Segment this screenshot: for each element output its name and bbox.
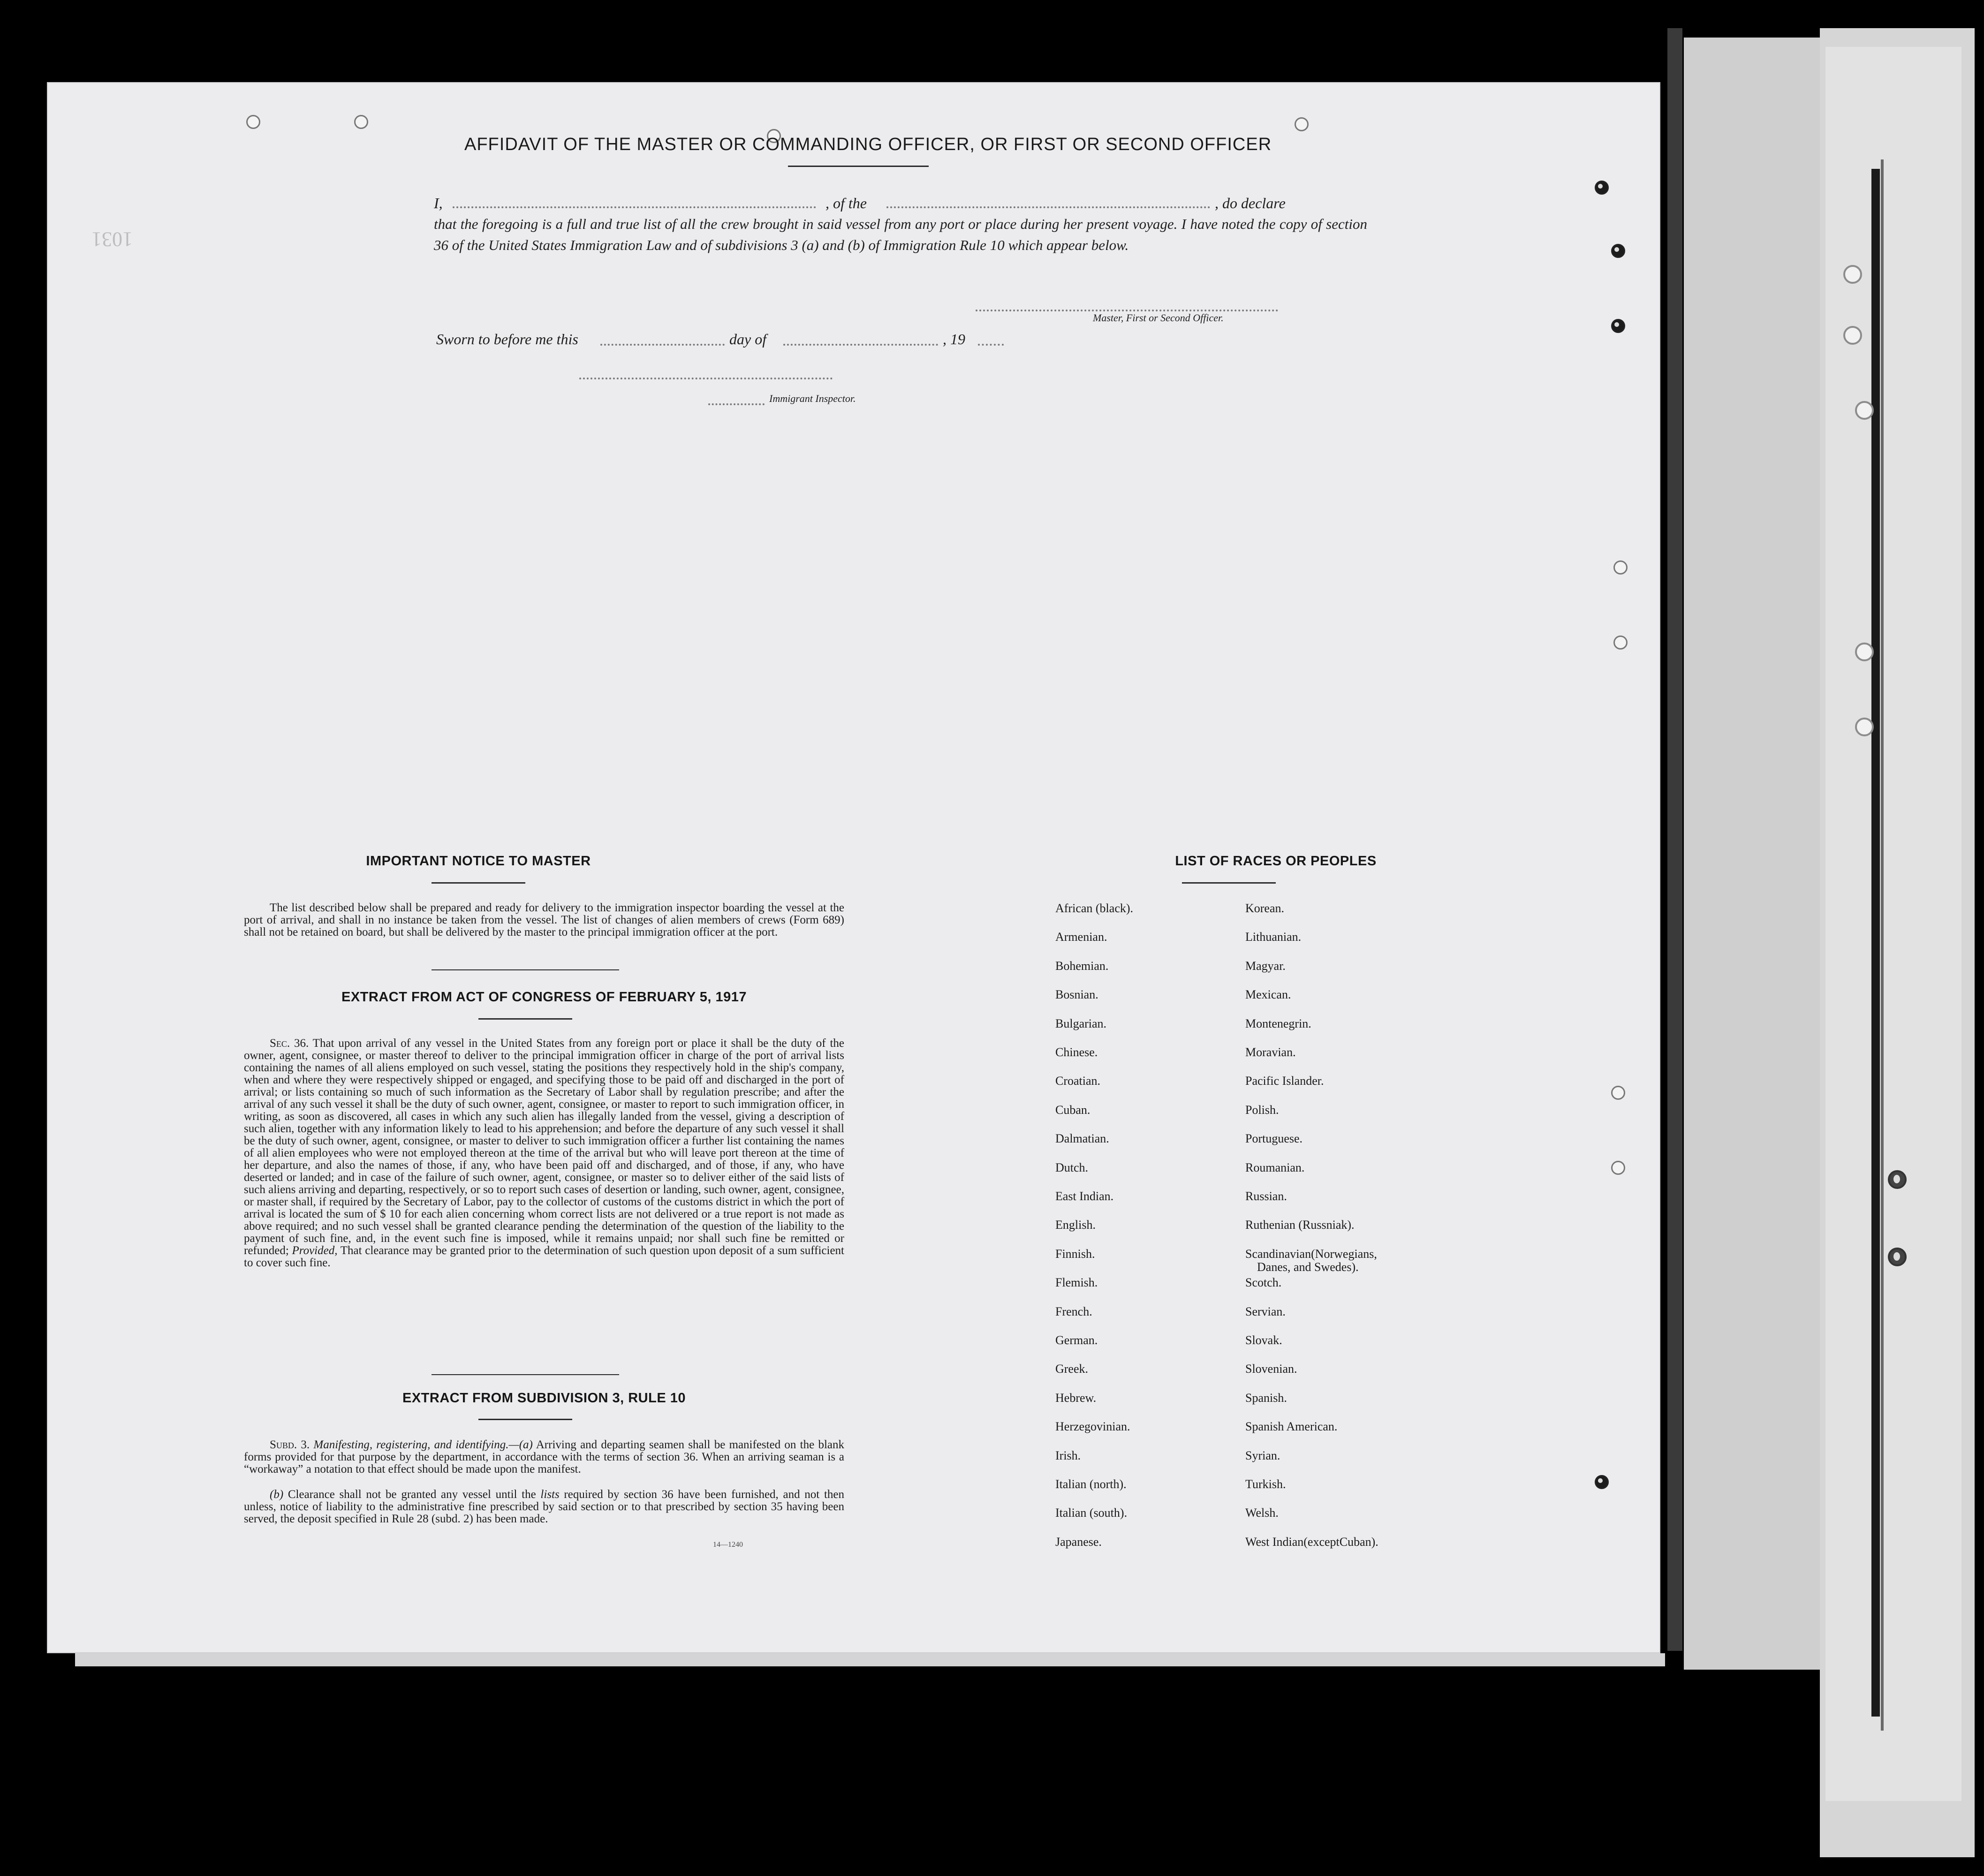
page-edge-binding-highlight [1881, 159, 1884, 1731]
race-item: Hebrew. [1055, 1391, 1097, 1405]
subd-a-text [244, 1439, 844, 1475]
punch-hole-icon [1595, 1475, 1609, 1489]
affidavit-i-label: I, [434, 195, 443, 212]
inspector-label: Immigrant Inspector. [769, 393, 856, 404]
sworn-year-blank [978, 344, 1004, 346]
race-item: Irish. [1055, 1448, 1081, 1462]
subd-b-text [244, 1489, 844, 1525]
race-item: Pacific Islander. [1245, 1074, 1324, 1088]
race-item: Bulgarian. [1055, 1016, 1107, 1030]
race-item: Ruthenian (Russniak). [1245, 1218, 1355, 1232]
year-label: , 19 [943, 331, 965, 348]
race-item: Welsh. [1245, 1506, 1279, 1520]
act-extract-heading: EXTRACT FROM ACT OF CONGRESS OF FEBRUARY 5, 1917 [341, 990, 747, 1005]
act-extract-underline [478, 1018, 572, 1020]
punch-hole-icon [1595, 181, 1609, 195]
officer-signature-label: Master, First or Second Officer. [1093, 312, 1224, 324]
notice-text: The list described below shall be prepared and ready for delivery to the immigration inspector boarding the vessel at the port of arrival, and shall in no instance be taken from the vessel. The list of changes of alien members of crews (Form 689) shall not be retained on board, but shall be delivered by the master to the principal immigration officer at the port. [244, 901, 844, 938]
race-item: Greek. [1055, 1362, 1089, 1376]
race-item: Cuban. [1055, 1103, 1090, 1117]
provided-text: That clearance may be granted prior to the determination of such question upon deposit of a sum sufficient to cover such fine. [244, 1244, 845, 1269]
vessel-name-blank [886, 206, 1210, 208]
race-item: East Indian. [1055, 1189, 1114, 1203]
binder-hole-icon [1888, 1248, 1907, 1266]
sec-36-text: That upon arrival of any vessel in the United States from any foreign port or place it shall be the duty of the owner, agent, consignee, or master thereof to deliver to the principal immigration officer in charge of the port of arrival lists containing the names of all aliens employed on such vessel, stating the positions they respectively hold in the ship's company, when and where they were respectively shipped or engaged, and specifying those to be paid off and discharged in the port of arrival; or lists containing so much of such information as the Secretary of Labor shall by regulation prescribe; and after the arrival of any such vessel it shall be the duty of such owner, agent, consignee, or master to report to such immigration officer, in writing, as soon as discovered, all cases in which any such alien has illegally landed from the vessel, giving a description of such alien, together with any information likely to lead to his apprehension; and before the departure of any such vessel it shall be the duty of such owner, agent, consignee, or master to deliver to such immigration officer a further list containing the names of all alien employees who were not employed thereon at the time of the arrival but who will leave port thereon at the time of her departure, and also the names of those, if any, who have been paid off and discharged, and of those, if any, who have deserted or landed; and in case of the failure of such owner, agent, consignee, or master so to deliver either of the said lists of such aliens arriving and departing, respectively, or so to report such cases of desertion or landing, such owner, agent, consignee, or master shall, if required by the Secretary of Labor, pay to the collector of customs of the customs district in which the port of arrival is located the sum of $ 10 for each alien concerning whom correct lists are not delivered or a true report is not made as above required; and no such vessel shall be granted clearance pending the determination of the question of the liability to the payment of such fine, and, in the event such fine is imposed, while it remains unpaid; nor shall such fine be remitted or refunded; [244, 1037, 844, 1257]
race-item: Croatian. [1055, 1074, 1101, 1088]
race-item: Servian. [1245, 1304, 1286, 1318]
race-item: West Indian(exceptCuban). [1245, 1535, 1378, 1549]
race-item: French. [1055, 1304, 1092, 1318]
page-edge-back [1820, 28, 1975, 1857]
race-item: Dalmatian. [1055, 1132, 1109, 1146]
race-item: German. [1055, 1333, 1098, 1347]
race-item: Korean. [1245, 901, 1285, 915]
race-item: Scandinavian(Norwegians, [1245, 1247, 1377, 1261]
race-item: Montenegrin. [1245, 1016, 1311, 1030]
notice-underline [432, 882, 525, 884]
subd-b-body-1: Clearance shall not be granted any vessel until the [288, 1488, 536, 1501]
rule-extract-underline [478, 1419, 572, 1420]
race-item: English. [1055, 1218, 1096, 1232]
binder-hole-icon [1888, 1170, 1907, 1189]
race-item: Slovak. [1245, 1333, 1282, 1347]
affidavit-declare-label: , do declare [1215, 195, 1286, 212]
subd-title: Manifesting, registering, and identifying.—(a) [313, 1438, 533, 1451]
race-item: Armenian. [1055, 930, 1107, 944]
subd-b-label: (b) [270, 1488, 284, 1501]
ghost-stamp-mark: 1031 [91, 228, 133, 251]
punch-hole-icon [1611, 1161, 1625, 1175]
subd-b-lists: lists [540, 1488, 560, 1501]
sworn-label: Sworn to before me this [436, 331, 578, 348]
affidavit-of-the-label: , of the [825, 195, 867, 212]
race-item: Herzegovinian. [1055, 1420, 1130, 1434]
punch-hole-icon [246, 115, 260, 129]
race-item: Chinese. [1055, 1045, 1098, 1059]
race-item: Syrian. [1245, 1448, 1280, 1462]
punch-hole-icon [1611, 319, 1625, 333]
section-divider [432, 1374, 619, 1375]
race-item: Mexican. [1245, 988, 1291, 1002]
binder-hole-icon [1855, 718, 1874, 736]
punch-hole-icon [1295, 117, 1309, 131]
sec-label: Sec. 36. [270, 1037, 309, 1050]
races-underline [1182, 882, 1276, 884]
sworn-day-blank [600, 344, 725, 346]
subd-a-body: Arriving and departing seamen shall be manifested on the blank forms provided for that purpose by the department, in accordance with the terms of section 36. When an arriving seaman is a “workaway” a notation to that effect should be made upon the manifest. [244, 1438, 844, 1475]
title-underline [788, 166, 929, 167]
rule-extract-heading: EXTRACT FROM SUBDIVISION 3, RULE 10 [402, 1391, 686, 1406]
act-extract-text [244, 1037, 844, 1269]
race-item: Japanese. [1055, 1535, 1102, 1549]
punch-hole-icon [1613, 560, 1628, 575]
race-item: Scotch. [1245, 1276, 1282, 1290]
race-item: African (black). [1055, 901, 1134, 915]
race-item: Slovenian. [1245, 1362, 1297, 1376]
race-item: Moravian. [1245, 1045, 1296, 1059]
race-item: Bohemian. [1055, 959, 1109, 973]
provided-label: Provided, [292, 1244, 338, 1257]
inspector-label-leader [708, 403, 765, 405]
binder-hole-icon [1855, 643, 1874, 661]
race-item: Turkish. [1245, 1477, 1286, 1491]
day-of-label: day of [729, 331, 767, 348]
race-item: Magyar. [1245, 959, 1286, 973]
race-item: Flemish. [1055, 1276, 1098, 1290]
race-item: Roumanian. [1245, 1160, 1305, 1174]
manifest-sheet [47, 82, 1660, 1653]
affidavit-body: that the foregoing is a full and true list of all the crew brought in said vessel from any port or place during her present voyage. I have noted the copy of section 36 of the United States Immigration Law and of subdivisions 3 (a) and (b) of Immigration Rule 10 which appear below. [434, 216, 1367, 253]
race-item: Spanish. [1245, 1391, 1287, 1405]
officer-signature-line [976, 310, 1278, 311]
race-item: Finnish. [1055, 1247, 1095, 1261]
race-item: Italian (north). [1055, 1477, 1127, 1491]
punch-hole-icon [1613, 635, 1628, 650]
form-number: 14—1240 [713, 1541, 743, 1549]
notice-heading: IMPORTANT NOTICE TO MASTER [366, 854, 591, 869]
race-item: Dutch. [1055, 1160, 1089, 1174]
section-divider [432, 969, 619, 970]
punch-hole-icon [1611, 244, 1625, 258]
race-item: Spanish American. [1245, 1420, 1338, 1434]
subd-b-body-2: required by section 36 have been furnished, and not then unless, notice of liability to the administrative fine prescribed by said section or to that prescribed by section 35 having been served, the deposit specified in Rule 28 (subd. 2) has been made. [244, 1488, 844, 1525]
race-item: Bosnian. [1055, 988, 1098, 1002]
punch-hole-icon [354, 115, 368, 129]
sworn-month-blank [783, 344, 938, 346]
race-item: Italian (south). [1055, 1506, 1128, 1520]
races-heading: LIST OF RACES OR PEOPLES [1175, 854, 1377, 869]
page-edge-middle [1684, 38, 1825, 1670]
binder-hole-icon [1855, 401, 1874, 420]
binder-hole-icon [1843, 265, 1862, 284]
race-item: Russian. [1245, 1189, 1287, 1203]
race-item: Portuguese. [1245, 1132, 1303, 1146]
page-edge-dark [1667, 28, 1682, 1651]
race-item: Polish. [1245, 1103, 1279, 1117]
subd-label: Subd. 3. [270, 1438, 310, 1451]
binder-hole-icon [1843, 326, 1862, 345]
master-name-blank [453, 206, 816, 208]
page-edge-binding [1871, 169, 1880, 1717]
race-item: Danes, and Swedes). [1257, 1260, 1359, 1274]
inspector-signature-line [579, 378, 833, 379]
punch-hole-icon [1611, 1086, 1625, 1100]
affidavit-title: AFFIDAVIT OF THE MASTER OR COMMANDING OFFICER, OR FIRST OR SECOND OFFICER [464, 135, 1272, 154]
race-item: Lithuanian. [1245, 930, 1302, 944]
